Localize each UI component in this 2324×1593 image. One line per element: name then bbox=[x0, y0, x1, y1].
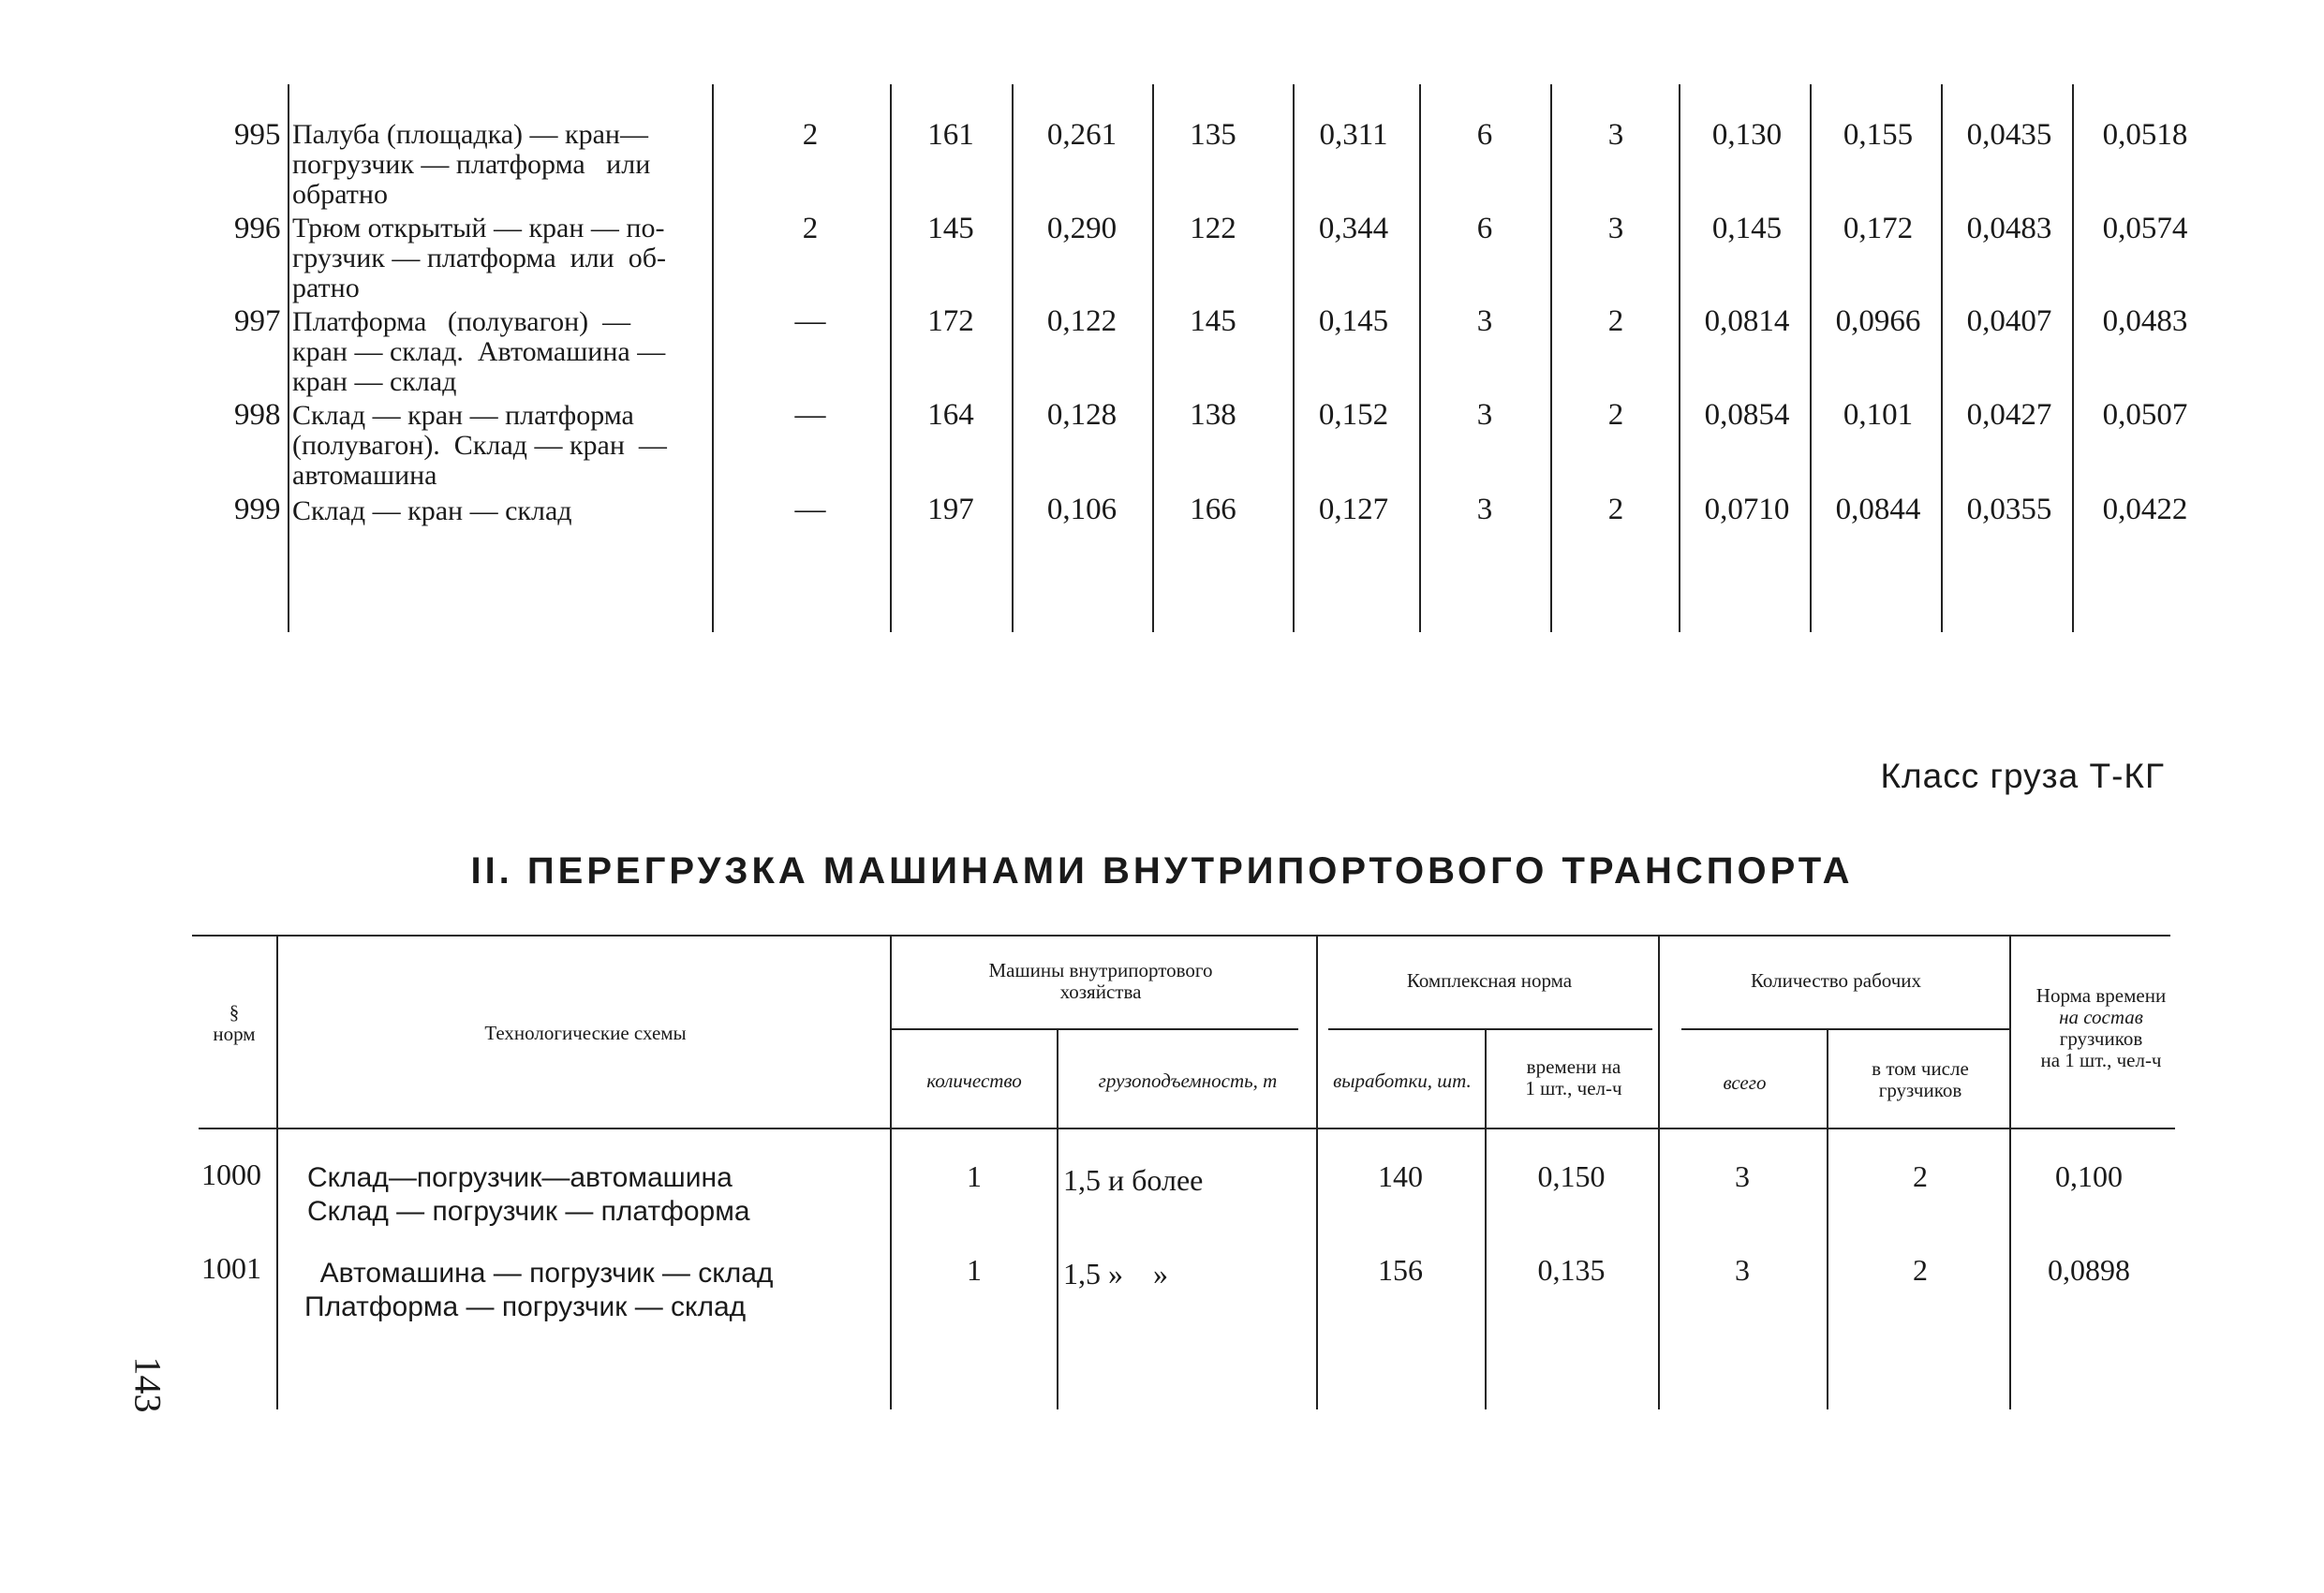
col-rule bbox=[1827, 1030, 1828, 1409]
cell-value: 0,0422 bbox=[2102, 493, 2188, 526]
cell-value: 3 bbox=[1476, 304, 1493, 338]
cell-value: 3 bbox=[1607, 212, 1624, 245]
col-rule bbox=[288, 84, 289, 632]
cell-value: 0,127 bbox=[1318, 493, 1389, 526]
machines-count: 1 bbox=[967, 1253, 982, 1287]
scheme-description: Склад — кран — склад bbox=[292, 495, 572, 526]
norm-number: 998 bbox=[234, 398, 281, 432]
header-machines: Машины внутрипортового хозяйства bbox=[988, 959, 1213, 1003]
cell-value: 0,145 bbox=[1711, 212, 1783, 245]
cell-value: 122 bbox=[1190, 212, 1236, 245]
cell-value: 138 bbox=[1190, 398, 1236, 432]
cell-value: 0,0507 bbox=[2102, 398, 2188, 432]
col-rule bbox=[1679, 84, 1680, 632]
cell-value: 2 bbox=[1607, 493, 1624, 526]
cell-value: 135 bbox=[1190, 118, 1236, 152]
col-rule bbox=[1293, 84, 1295, 632]
header-complex-norm: Комплексная норма bbox=[1406, 969, 1573, 992]
col-rule bbox=[1152, 84, 1154, 632]
cell-value: 0,128 bbox=[1046, 398, 1118, 432]
cell-value: 0,290 bbox=[1046, 212, 1118, 245]
machines-count: 1 bbox=[967, 1159, 982, 1193]
col-rule bbox=[1057, 1030, 1058, 1409]
cell-value: 197 bbox=[927, 493, 974, 526]
cell-value: 2 bbox=[802, 118, 819, 152]
norm-number: 1001 bbox=[201, 1251, 261, 1285]
workers-total: 3 bbox=[1735, 1159, 1750, 1193]
col-rule bbox=[1810, 84, 1812, 632]
header-sub-rule bbox=[892, 1028, 1298, 1030]
col-rule bbox=[890, 937, 892, 1409]
time-norm-value: 0,100 bbox=[2055, 1159, 2123, 1193]
header-output: выработки, шт. bbox=[1333, 1069, 1472, 1092]
col-rule bbox=[1941, 84, 1943, 632]
header-sub-rule bbox=[1328, 1028, 1652, 1030]
scheme-description: Склад—погрузчик—автомашина Склад — погрузчик — платформа bbox=[307, 1162, 750, 1227]
cargo-class-label: Класс груза Т-КГ bbox=[1880, 757, 2165, 795]
workers-loaders: 2 bbox=[1913, 1253, 1928, 1287]
cell-value: 2 bbox=[1607, 304, 1624, 338]
cell-value: 0,122 bbox=[1046, 304, 1118, 338]
scheme-description: Палуба (площадка) — кран— погрузчик — платформа или обратно bbox=[292, 119, 651, 210]
cell-value: 0,0814 bbox=[1704, 304, 1790, 338]
cell-value: 161 bbox=[927, 118, 974, 152]
scheme-description: Трюм открытый — кран — по- грузчик — платформа или об- ратно bbox=[292, 213, 666, 303]
header-bottom-rule bbox=[199, 1128, 2175, 1129]
cell-value: 0,0427 bbox=[1966, 398, 2052, 432]
cell-value: 0,152 bbox=[1318, 398, 1389, 432]
cell-value: 0,0518 bbox=[2102, 118, 2188, 152]
scheme-description: Автомашина — погрузчик — склад Платформа — погрузчик — склад bbox=[304, 1258, 774, 1322]
time-value: 0,135 bbox=[1537, 1253, 1606, 1287]
cell-value: 0,0483 bbox=[2102, 304, 2188, 338]
cell-value: 145 bbox=[927, 212, 974, 245]
col-rule bbox=[1658, 937, 1660, 1409]
norm-number: 996 bbox=[234, 212, 281, 245]
cell-value: 0,172 bbox=[1843, 212, 1914, 245]
header-schemes: Технологические схемы bbox=[484, 1022, 687, 1044]
header-norm-no: § норм bbox=[213, 1001, 256, 1045]
cell-value: 3 bbox=[1607, 118, 1624, 152]
header-workers-loaders: в том числе грузчиков bbox=[1872, 1057, 1969, 1101]
cell-value: 166 bbox=[1190, 493, 1236, 526]
cell-value: 0,106 bbox=[1046, 493, 1118, 526]
cell-value: 172 bbox=[927, 304, 974, 338]
cell-value: 164 bbox=[927, 398, 974, 432]
norm-number: 997 bbox=[234, 304, 281, 338]
col-rule bbox=[1550, 84, 1552, 632]
cell-value: 0,155 bbox=[1843, 118, 1914, 152]
cell-value: 0,0710 bbox=[1704, 493, 1790, 526]
col-rule bbox=[890, 84, 892, 632]
cell-value: 6 bbox=[1476, 118, 1493, 152]
scheme-description: Склад — кран — платформа (полувагон). Склад — кран — автомашина bbox=[292, 400, 667, 491]
col-rule bbox=[276, 937, 278, 1409]
continued-norms-table bbox=[0, 0, 2324, 656]
cell-value: — bbox=[794, 398, 826, 432]
cell-value: 0,101 bbox=[1843, 398, 1914, 432]
header-workers-total: всего bbox=[1723, 1071, 1767, 1094]
cell-value: — bbox=[794, 304, 826, 338]
time-norm-value: 0,0898 bbox=[2048, 1253, 2130, 1287]
norm-number: 995 bbox=[234, 118, 281, 152]
norm-number: 999 bbox=[234, 493, 281, 526]
cell-value: 0,0854 bbox=[1704, 398, 1790, 432]
header-time-norm: Норма времени на состав грузчиков на 1 шт., чел-ч bbox=[2035, 984, 2167, 1071]
machines-capacity: 1,5 и более bbox=[1063, 1163, 1204, 1197]
section-title: II. ПЕРЕГРУЗКА МАШИНАМИ ВНУТРИПОРТОВОГО ТРАНСПОРТА bbox=[470, 850, 1854, 892]
cell-value: 0,0574 bbox=[2102, 212, 2188, 245]
cell-value: 0,311 bbox=[1319, 118, 1388, 152]
header-machines-capacity: грузоподъемность, т bbox=[1098, 1069, 1278, 1092]
header-workers: Количество рабочих bbox=[1750, 969, 1922, 992]
col-rule bbox=[2072, 84, 2074, 632]
cell-value: 0,344 bbox=[1318, 212, 1389, 245]
cell-value: 0,0483 bbox=[1966, 212, 2052, 245]
cell-value: 0,0966 bbox=[1835, 304, 1921, 338]
header-sub-rule bbox=[1681, 1028, 2009, 1030]
col-rule bbox=[1419, 84, 1421, 632]
cell-value: 0,0435 bbox=[1966, 118, 2052, 152]
output-value: 140 bbox=[1378, 1159, 1423, 1193]
cell-value: 2 bbox=[1607, 398, 1624, 432]
page-number: 143 bbox=[126, 1356, 170, 1413]
col-rule bbox=[2009, 937, 2011, 1409]
cell-value: — bbox=[794, 493, 826, 526]
cell-value: 0,0407 bbox=[1966, 304, 2052, 338]
cell-value: 0,130 bbox=[1711, 118, 1783, 152]
workers-loaders: 2 bbox=[1913, 1159, 1928, 1193]
header-machines-count: количество bbox=[926, 1069, 1022, 1092]
cell-value: 6 bbox=[1476, 212, 1493, 245]
cell-value: 0,0355 bbox=[1966, 493, 2052, 526]
table-top-rule bbox=[192, 935, 2170, 937]
cell-value: 0,145 bbox=[1318, 304, 1389, 338]
scheme-description: Платформа (полувагон) — кран — склад. Автомашина — кран — склад bbox=[292, 306, 666, 397]
col-rule bbox=[1316, 937, 1318, 1409]
output-value: 156 bbox=[1378, 1253, 1423, 1287]
header-time: времени на 1 шт., чел-ч bbox=[1525, 1055, 1622, 1099]
cell-value: 3 bbox=[1476, 398, 1493, 432]
cell-value: 3 bbox=[1476, 493, 1493, 526]
time-value: 0,150 bbox=[1537, 1159, 1606, 1193]
workers-total: 3 bbox=[1735, 1253, 1750, 1287]
cell-value: 2 bbox=[802, 212, 819, 245]
cell-value: 145 bbox=[1190, 304, 1236, 338]
col-rule bbox=[1012, 84, 1014, 632]
norm-number: 1000 bbox=[201, 1158, 261, 1191]
cell-value: 0,0844 bbox=[1835, 493, 1921, 526]
col-rule bbox=[712, 84, 714, 632]
cell-value: 0,261 bbox=[1046, 118, 1118, 152]
machines-capacity: 1,5 » » bbox=[1063, 1257, 1168, 1291]
